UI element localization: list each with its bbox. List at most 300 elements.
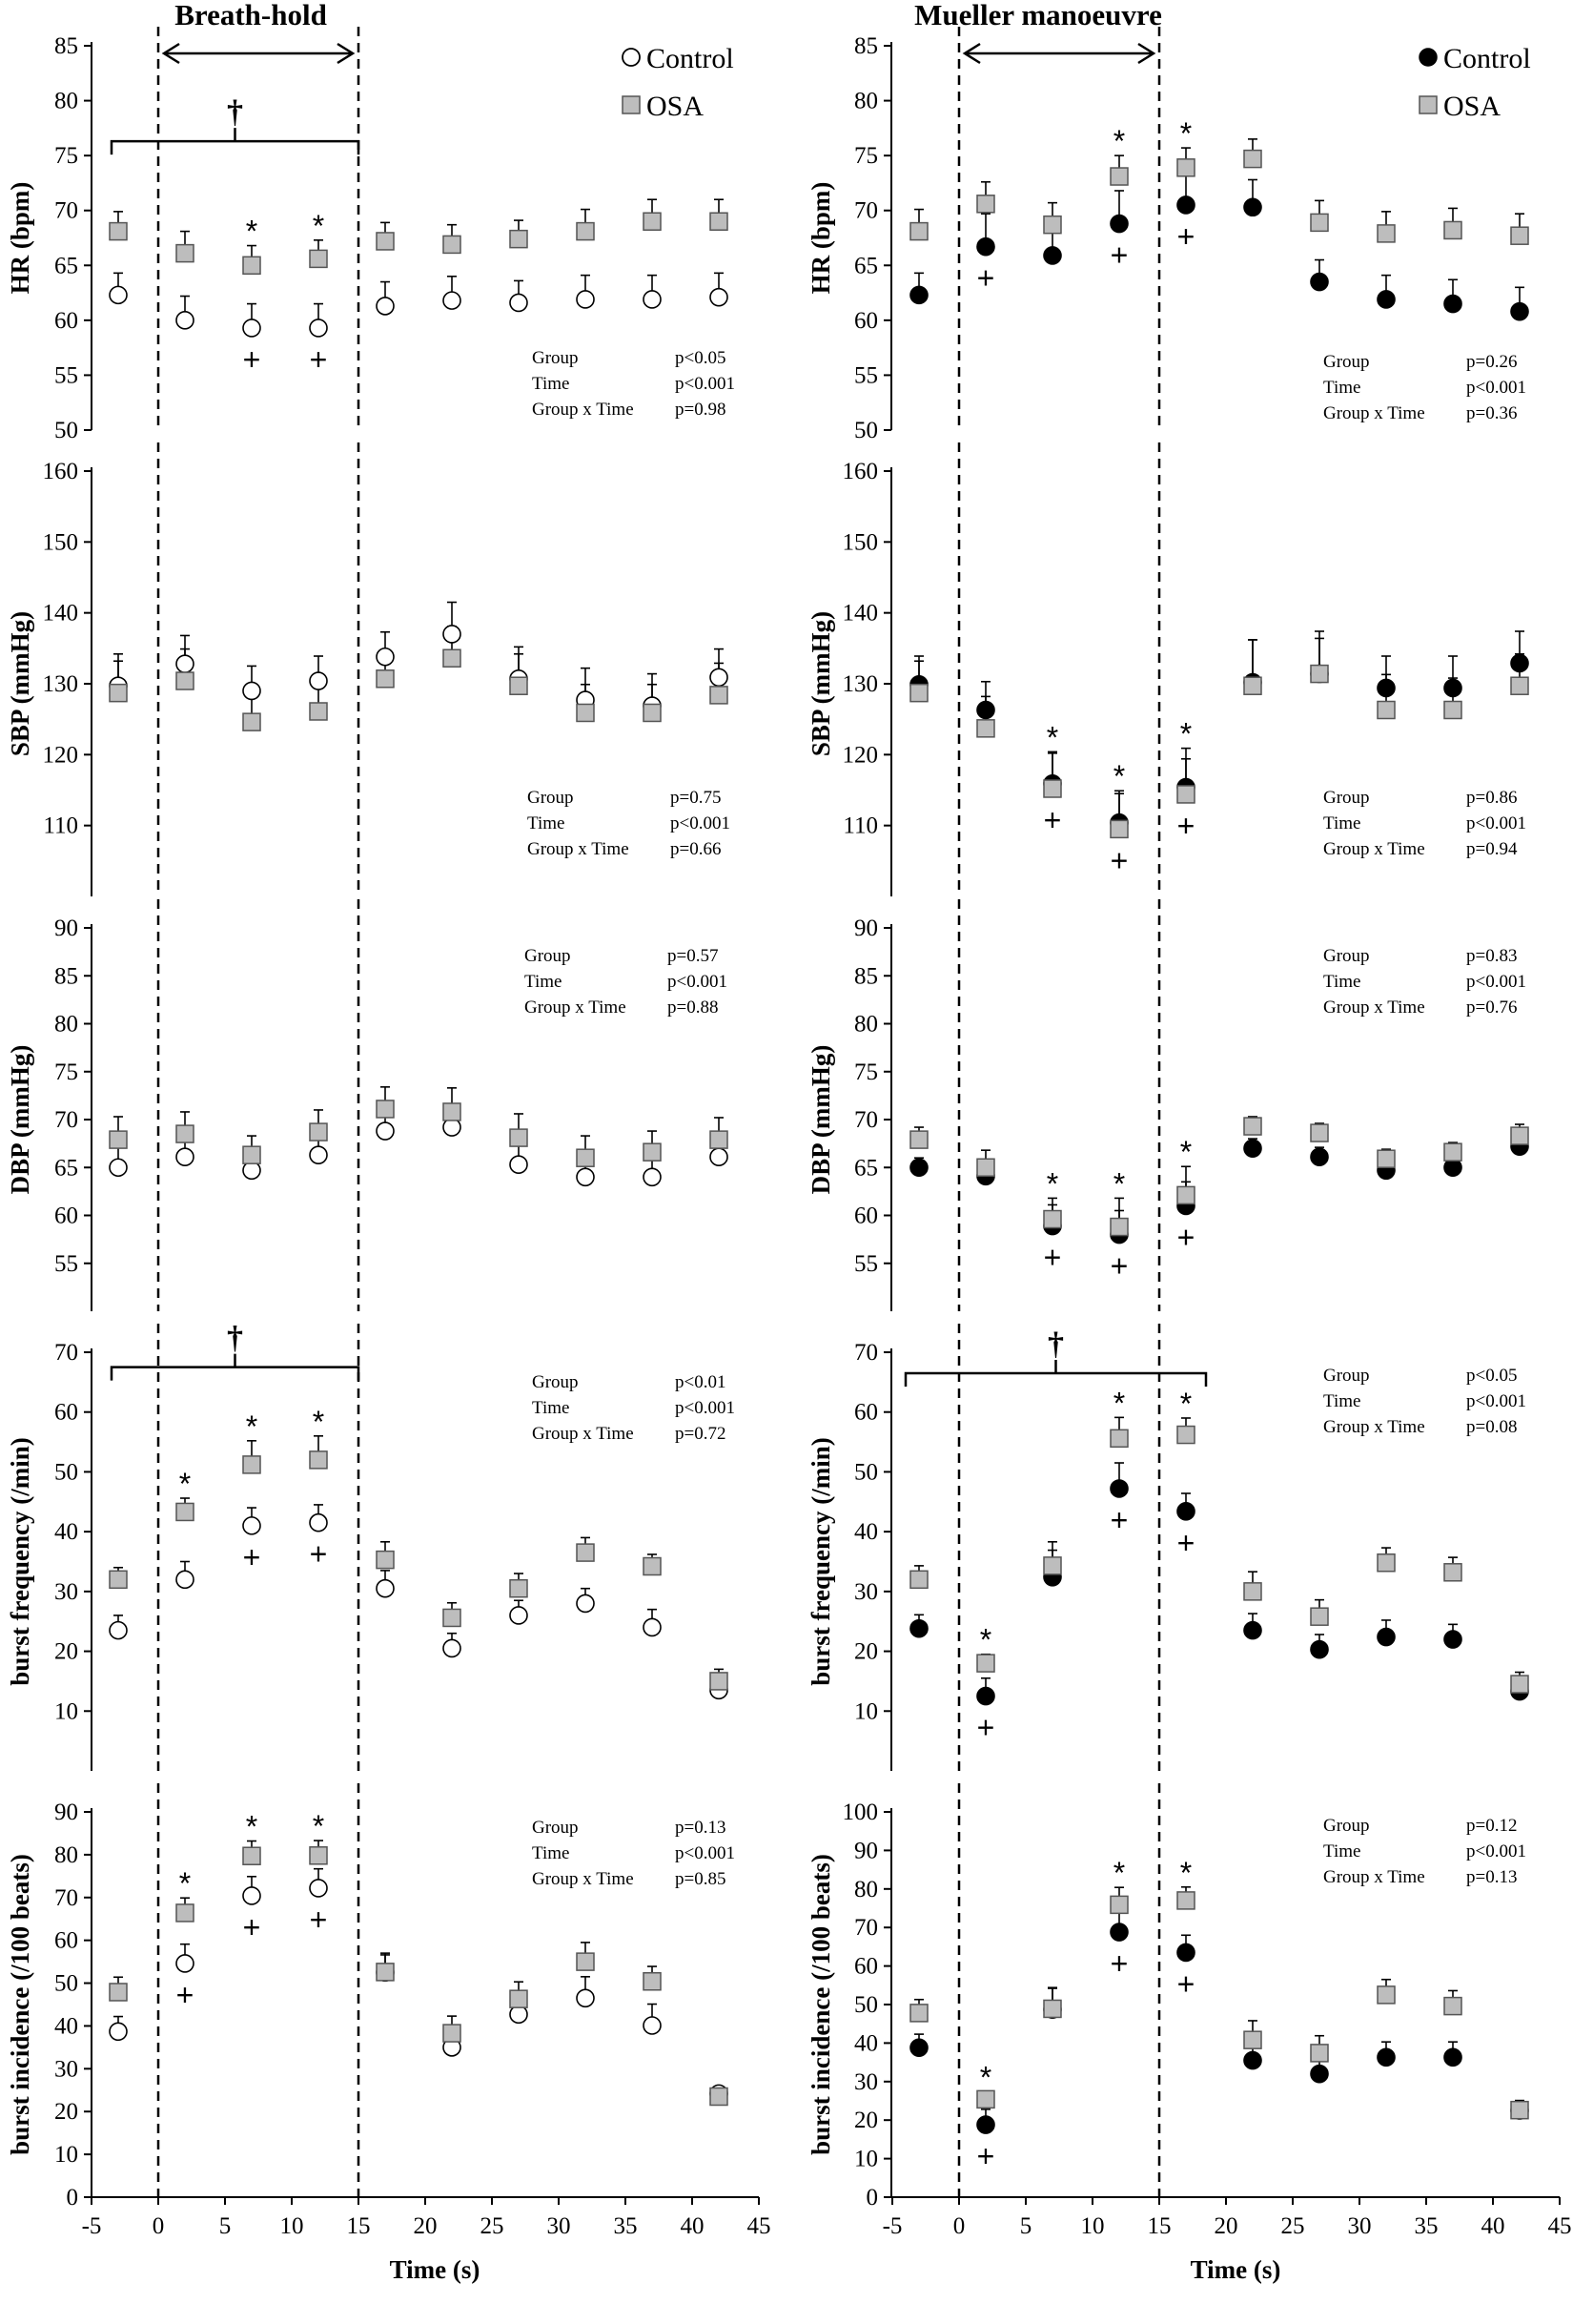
osa-point [310,1123,327,1141]
stat-value: p<0.001 [667,972,727,992]
control-point [510,2005,527,2023]
y-tick-label: 70 [854,197,878,224]
y-tick-label: 70 [854,1340,878,1366]
osa-point [443,2025,460,2042]
y-tick-label: 80 [854,1011,878,1038]
y-axis-title: HR (bpm) [807,181,835,295]
plus-marker: + [976,260,995,296]
osa-point [110,223,127,240]
y-tick-label: 40 [54,1519,78,1546]
significance-bracket [112,128,358,154]
stat-label: Group x Time [527,839,629,859]
y-tick-label: 10 [54,1698,78,1725]
control-point [1511,303,1528,320]
osa-point [110,1131,127,1148]
control-point [243,1517,260,1534]
y-tick-label: 50 [54,418,78,443]
osa-point [1311,2045,1328,2062]
osa-point [1511,227,1528,244]
stat-label: Group x Time [1323,1417,1425,1437]
y-tick-label: 80 [854,1876,878,1902]
stat-label: Group x Time [532,1424,634,1444]
plus-marker: + [1176,1220,1195,1255]
control-point [1311,274,1328,291]
osa-point [1511,1676,1528,1693]
osa-point [1111,168,1128,185]
control-point [510,294,527,311]
osa-point [1511,677,1528,694]
plus-marker: + [1176,218,1195,254]
y-tick-label: 160 [42,459,78,484]
legend-label: Control [1443,43,1531,74]
control-point [644,1168,661,1185]
osa-point [1244,151,1261,168]
control-point [377,648,394,666]
y-tick-label: 70 [54,1107,78,1133]
stat-value: p=0.12 [1466,1816,1518,1836]
y-tick-label: 30 [54,2056,78,2083]
dagger-marker: † [227,94,243,131]
y-tick-label: 85 [854,963,878,990]
significance-star: * [979,2060,992,2095]
x-tick-label: 40 [1481,2213,1505,2239]
panel-bh_hr [6,0,735,443]
x-axis-title: Time (s) [389,2255,480,2284]
y-tick-label: 130 [42,671,78,697]
osa-point [644,704,661,721]
stat-value: p=0.57 [667,946,719,966]
control-point [176,1148,194,1165]
stat-label: Group [532,1372,579,1392]
plus-marker: + [976,1710,995,1745]
stat-label: Group [1323,788,1370,808]
control-point [644,291,661,308]
y-axis-title: burst frequency (/min) [6,1437,34,1686]
osa-point [1111,1429,1128,1447]
stat-value: p=0.13 [675,1818,726,1838]
control-point [243,319,260,337]
control-point [243,1162,260,1179]
y-tick-label: 60 [854,1399,878,1426]
panel-mm_dbp [807,899,1528,1311]
osa-point [910,223,928,240]
significance-star: * [1179,1855,1193,1890]
legend-marker-control [623,49,640,66]
legend-label: Control [646,43,734,74]
x-tick-label: 10 [279,2213,304,2239]
stat-label: Group [527,788,574,808]
osa-point [1378,1150,1395,1167]
y-tick-label: 50 [854,418,878,443]
osa-point [310,703,327,720]
osa-point [1044,1211,1061,1228]
y-axis-title: burst frequency (/min) [807,1437,835,1686]
x-tick-label: 25 [1280,2213,1305,2239]
y-tick-label: 80 [54,1841,78,1868]
y-tick-label: 120 [42,742,78,769]
osa-point [1511,1127,1528,1144]
y-tick-label: 85 [854,33,878,59]
y-tick-label: 65 [54,253,78,279]
y-tick-label: 40 [54,2013,78,2040]
significance-star: * [312,1404,325,1439]
panel-bh_dbp [6,899,727,1311]
y-tick-label: 20 [54,1638,78,1665]
control-point [1378,1629,1395,1646]
osa-point [710,1131,727,1148]
osa-point [1177,1427,1195,1444]
stat-label: Group [1323,1366,1370,1386]
osa-point [310,1451,327,1469]
y-axis-title: SBP (mmHg) [6,610,34,757]
osa-point [577,1953,594,1970]
y-tick-label: 60 [854,1203,878,1229]
y-tick-label: 70 [854,1915,878,1942]
osa-point [910,2005,928,2022]
y-tick-label: 150 [42,529,78,556]
legend-label: OSA [646,91,705,122]
osa-point [1311,666,1328,683]
osa-point [1111,820,1128,837]
y-tick-label: 50 [854,1992,878,2018]
control-point [377,1122,394,1140]
control-point [1444,1631,1461,1648]
stat-label: Group [1323,1816,1370,1836]
plus-marker: + [309,1902,328,1937]
stat-value: p=0.94 [1466,839,1518,859]
plus-marker: + [309,1536,328,1572]
osa-point [110,685,127,702]
control-point [710,1148,727,1165]
y-tick-label: 40 [854,2030,878,2057]
plus-marker: + [309,341,328,377]
control-point [310,1146,327,1163]
y-tick-label: 65 [854,1155,878,1182]
control-point [977,702,994,719]
stat-value: p=0.26 [1466,352,1518,372]
y-tick-label: 60 [54,307,78,334]
x-tick-label: 30 [546,2213,571,2239]
dagger-marker: † [227,1320,243,1356]
osa-point [510,1580,527,1597]
osa-point [110,1571,127,1588]
stat-value: p<0.001 [1466,972,1526,992]
osa-point [1111,1219,1128,1236]
osa-point [1177,1186,1195,1203]
y-tick-label: 60 [54,1203,78,1229]
osa-point [1177,1892,1195,1909]
control-point [1311,2066,1328,2083]
y-tick-label: 70 [54,197,78,224]
y-tick-label: 75 [54,1059,78,1085]
control-point [377,1580,394,1597]
control-point [310,319,327,337]
y-tick-label: 60 [54,1399,78,1426]
control-point [1244,1622,1261,1639]
y-tick-label: 90 [854,1838,878,1864]
y-tick-label: 70 [854,1107,878,1133]
control-point [443,292,460,309]
stat-label: Group [532,348,579,368]
significance-star: * [1046,1166,1059,1202]
x-tick-label: 45 [1547,2213,1572,2239]
osa-point [377,1964,394,1981]
osa-point [1111,1896,1128,1913]
y-tick-label: 30 [54,1578,78,1605]
y-axis-title: DBP (mmHg) [807,1044,835,1195]
significance-star: * [178,1866,192,1902]
x-tick-label: 25 [480,2213,504,2239]
control-point [510,1156,527,1173]
control-point [443,1119,460,1136]
significance-star: * [1046,720,1059,755]
x-tick-label: 15 [346,2213,371,2239]
osa-point [977,720,994,737]
stat-label: Time [1323,1841,1361,1861]
x-tick-label: 35 [613,2213,638,2239]
x-tick-label: 5 [218,2213,232,2239]
panel-mm_bf [807,1324,1528,1771]
y-tick-label: 60 [854,1953,878,1980]
stat-value: p<0.001 [670,813,730,833]
significance-star: * [1179,716,1193,751]
y-tick-label: 85 [54,963,78,990]
stat-value: p=0.98 [675,400,726,420]
osa-point [1044,1557,1061,1574]
stat-label: Group [524,946,571,966]
y-tick-label: 80 [854,88,878,114]
x-tick-label: 35 [1414,2213,1439,2239]
plus-marker: + [242,341,261,377]
y-tick-label: 110 [43,812,78,839]
x-tick-label: 20 [1214,2213,1238,2239]
y-tick-label: 80 [54,1011,78,1038]
panel-mm_hr [807,0,1531,443]
osa-point [243,257,260,274]
significance-star: * [1113,1856,1126,1891]
control-point [1044,247,1061,264]
osa-point [644,1143,661,1161]
plus-marker: + [976,2139,995,2174]
osa-point [577,1544,594,1561]
legend-label: OSA [1443,91,1502,122]
stat-value: p=0.13 [1466,1867,1518,1887]
control-point [577,1989,594,2006]
osa-point [377,670,394,688]
osa-point [1378,1986,1395,2004]
control-point [1244,1140,1261,1157]
osa-point [443,649,460,667]
control-point [110,1622,127,1639]
y-tick-label: 120 [842,742,878,769]
osa-point [310,250,327,267]
osa-point [577,704,594,721]
osa-point [910,1571,928,1588]
osa-point [644,213,661,230]
y-tick-label: 70 [54,1884,78,1911]
stat-label: Group [532,1818,579,1838]
y-tick-label: 65 [854,253,878,279]
stat-value: p<0.01 [675,1372,726,1392]
osa-point [510,231,527,248]
control-point [1378,2048,1395,2066]
y-tick-label: 10 [54,2142,78,2169]
significance-star: * [245,214,258,249]
stat-label: Time [532,1398,570,1418]
control-point [1111,1923,1128,1941]
osa-point [977,1159,994,1176]
control-point [577,1168,594,1185]
column-title: Mueller manoeuvre [914,0,1162,31]
stat-value: p=0.66 [670,839,722,859]
stat-label: Time [1323,813,1361,833]
y-tick-label: 20 [854,2108,878,2134]
osa-point [1244,1583,1261,1600]
osa-point [1378,225,1395,242]
x-tick-label: -5 [81,2213,102,2239]
plus-marker: + [1176,1966,1195,2002]
plus-marker: + [175,1977,194,2012]
y-tick-label: 20 [54,2099,78,2126]
y-tick-label: 65 [54,1155,78,1182]
stat-value: p=0.86 [1466,788,1518,808]
x-tick-label: -5 [882,2213,903,2239]
y-tick-label: 60 [854,307,878,334]
osa-point [1244,2031,1261,2048]
stat-value: p<0.001 [1466,813,1526,833]
plus-marker: + [1110,1248,1129,1284]
osa-point [243,1146,260,1163]
stat-value: p<0.001 [675,1843,735,1863]
plus-marker: + [1110,843,1129,878]
plus-marker: + [1110,1946,1129,1982]
x-tick-label: 30 [1347,2213,1372,2239]
control-point [577,291,594,308]
y-tick-label: 150 [842,529,878,556]
osa-point [1511,2102,1528,2119]
x-tick-label: 20 [413,2213,438,2239]
control-point [1511,654,1528,671]
stat-value: p<0.05 [1466,1366,1518,1386]
control-point [910,2039,928,2056]
stat-label: Time [532,374,570,394]
osa-point [310,1847,327,1864]
control-point [110,2023,127,2040]
stat-value: p<0.001 [1466,1391,1526,1411]
osa-point [977,1655,994,1672]
y-tick-label: 160 [842,459,878,484]
control-point [176,1571,194,1588]
stat-label: Group x Time [532,1869,634,1889]
stat-label: Time [532,1843,570,1863]
y-axis-title: burst incidence (/100 beats) [807,1854,835,2155]
y-tick-label: 80 [54,88,78,114]
y-axis-title: HR (bpm) [6,181,34,295]
control-point [1177,1944,1195,1961]
control-point [710,668,727,686]
y-tick-label: 0 [866,2185,878,2211]
dagger-marker: † [1048,1326,1064,1362]
osa-point [910,685,928,702]
control-point [1244,198,1261,216]
osa-point [977,195,994,213]
stat-value: p=0.75 [670,788,722,808]
y-tick-label: 10 [854,1698,878,1725]
osa-point [243,1847,260,1864]
control-point [176,1955,194,1972]
osa-point [1244,677,1261,694]
stat-label: Time [527,813,565,833]
legend-marker-control [1420,49,1437,66]
stat-value: p<0.001 [675,374,735,394]
osa-point [1177,786,1195,803]
legend-marker-osa [1420,96,1437,113]
y-tick-label: 40 [854,1519,878,1546]
osa-point [1444,702,1461,719]
osa-point [1444,1143,1461,1161]
stat-label: Group x Time [1323,839,1425,859]
stat-label: Time [1323,972,1361,992]
osa-point [176,672,194,689]
osa-point [443,1103,460,1121]
osa-point [377,233,394,250]
osa-point [443,236,460,253]
osa-point [377,1552,394,1569]
control-point [1311,1148,1328,1165]
y-tick-label: 90 [54,915,78,941]
y-tick-label: 70 [54,1340,78,1366]
stat-value: p=0.72 [675,1424,726,1444]
control-point [1444,1159,1461,1176]
osa-point [1044,780,1061,797]
stat-value: p<0.001 [1466,378,1526,398]
control-point [910,1159,928,1176]
osa-point [1044,216,1061,234]
control-point [510,1607,527,1624]
control-point [977,2116,994,2133]
osa-point [176,245,194,262]
y-axis-title: DBP (mmHg) [6,1044,34,1195]
significance-bracket [112,1354,358,1381]
stat-value: p=0.08 [1466,1417,1518,1437]
control-point [644,1618,661,1635]
x-tick-label: 40 [680,2213,705,2239]
osa-point [443,1609,460,1626]
control-point [977,238,994,256]
plus-marker: + [242,1539,261,1574]
plus-marker: + [242,1909,261,1944]
significance-star: * [245,1409,258,1444]
control-point [243,1887,260,1904]
significance-star: * [1179,1135,1193,1170]
osa-point [1311,1124,1328,1141]
x-axis-title: Time (s) [1190,2255,1281,2284]
control-point [977,1688,994,1705]
control-point [910,286,928,303]
control-point [310,1880,327,1897]
stat-label: Group x Time [1323,403,1425,423]
osa-point [1044,2000,1061,2017]
stat-label: Time [524,972,562,992]
plus-marker: + [1110,1502,1129,1537]
osa-point [710,1673,727,1690]
control-point [377,298,394,315]
control-point [1444,679,1461,696]
stat-label: Time [1323,1391,1361,1411]
control-point [710,289,727,306]
control-point [1378,291,1395,308]
x-tick-label: 0 [152,2213,165,2239]
